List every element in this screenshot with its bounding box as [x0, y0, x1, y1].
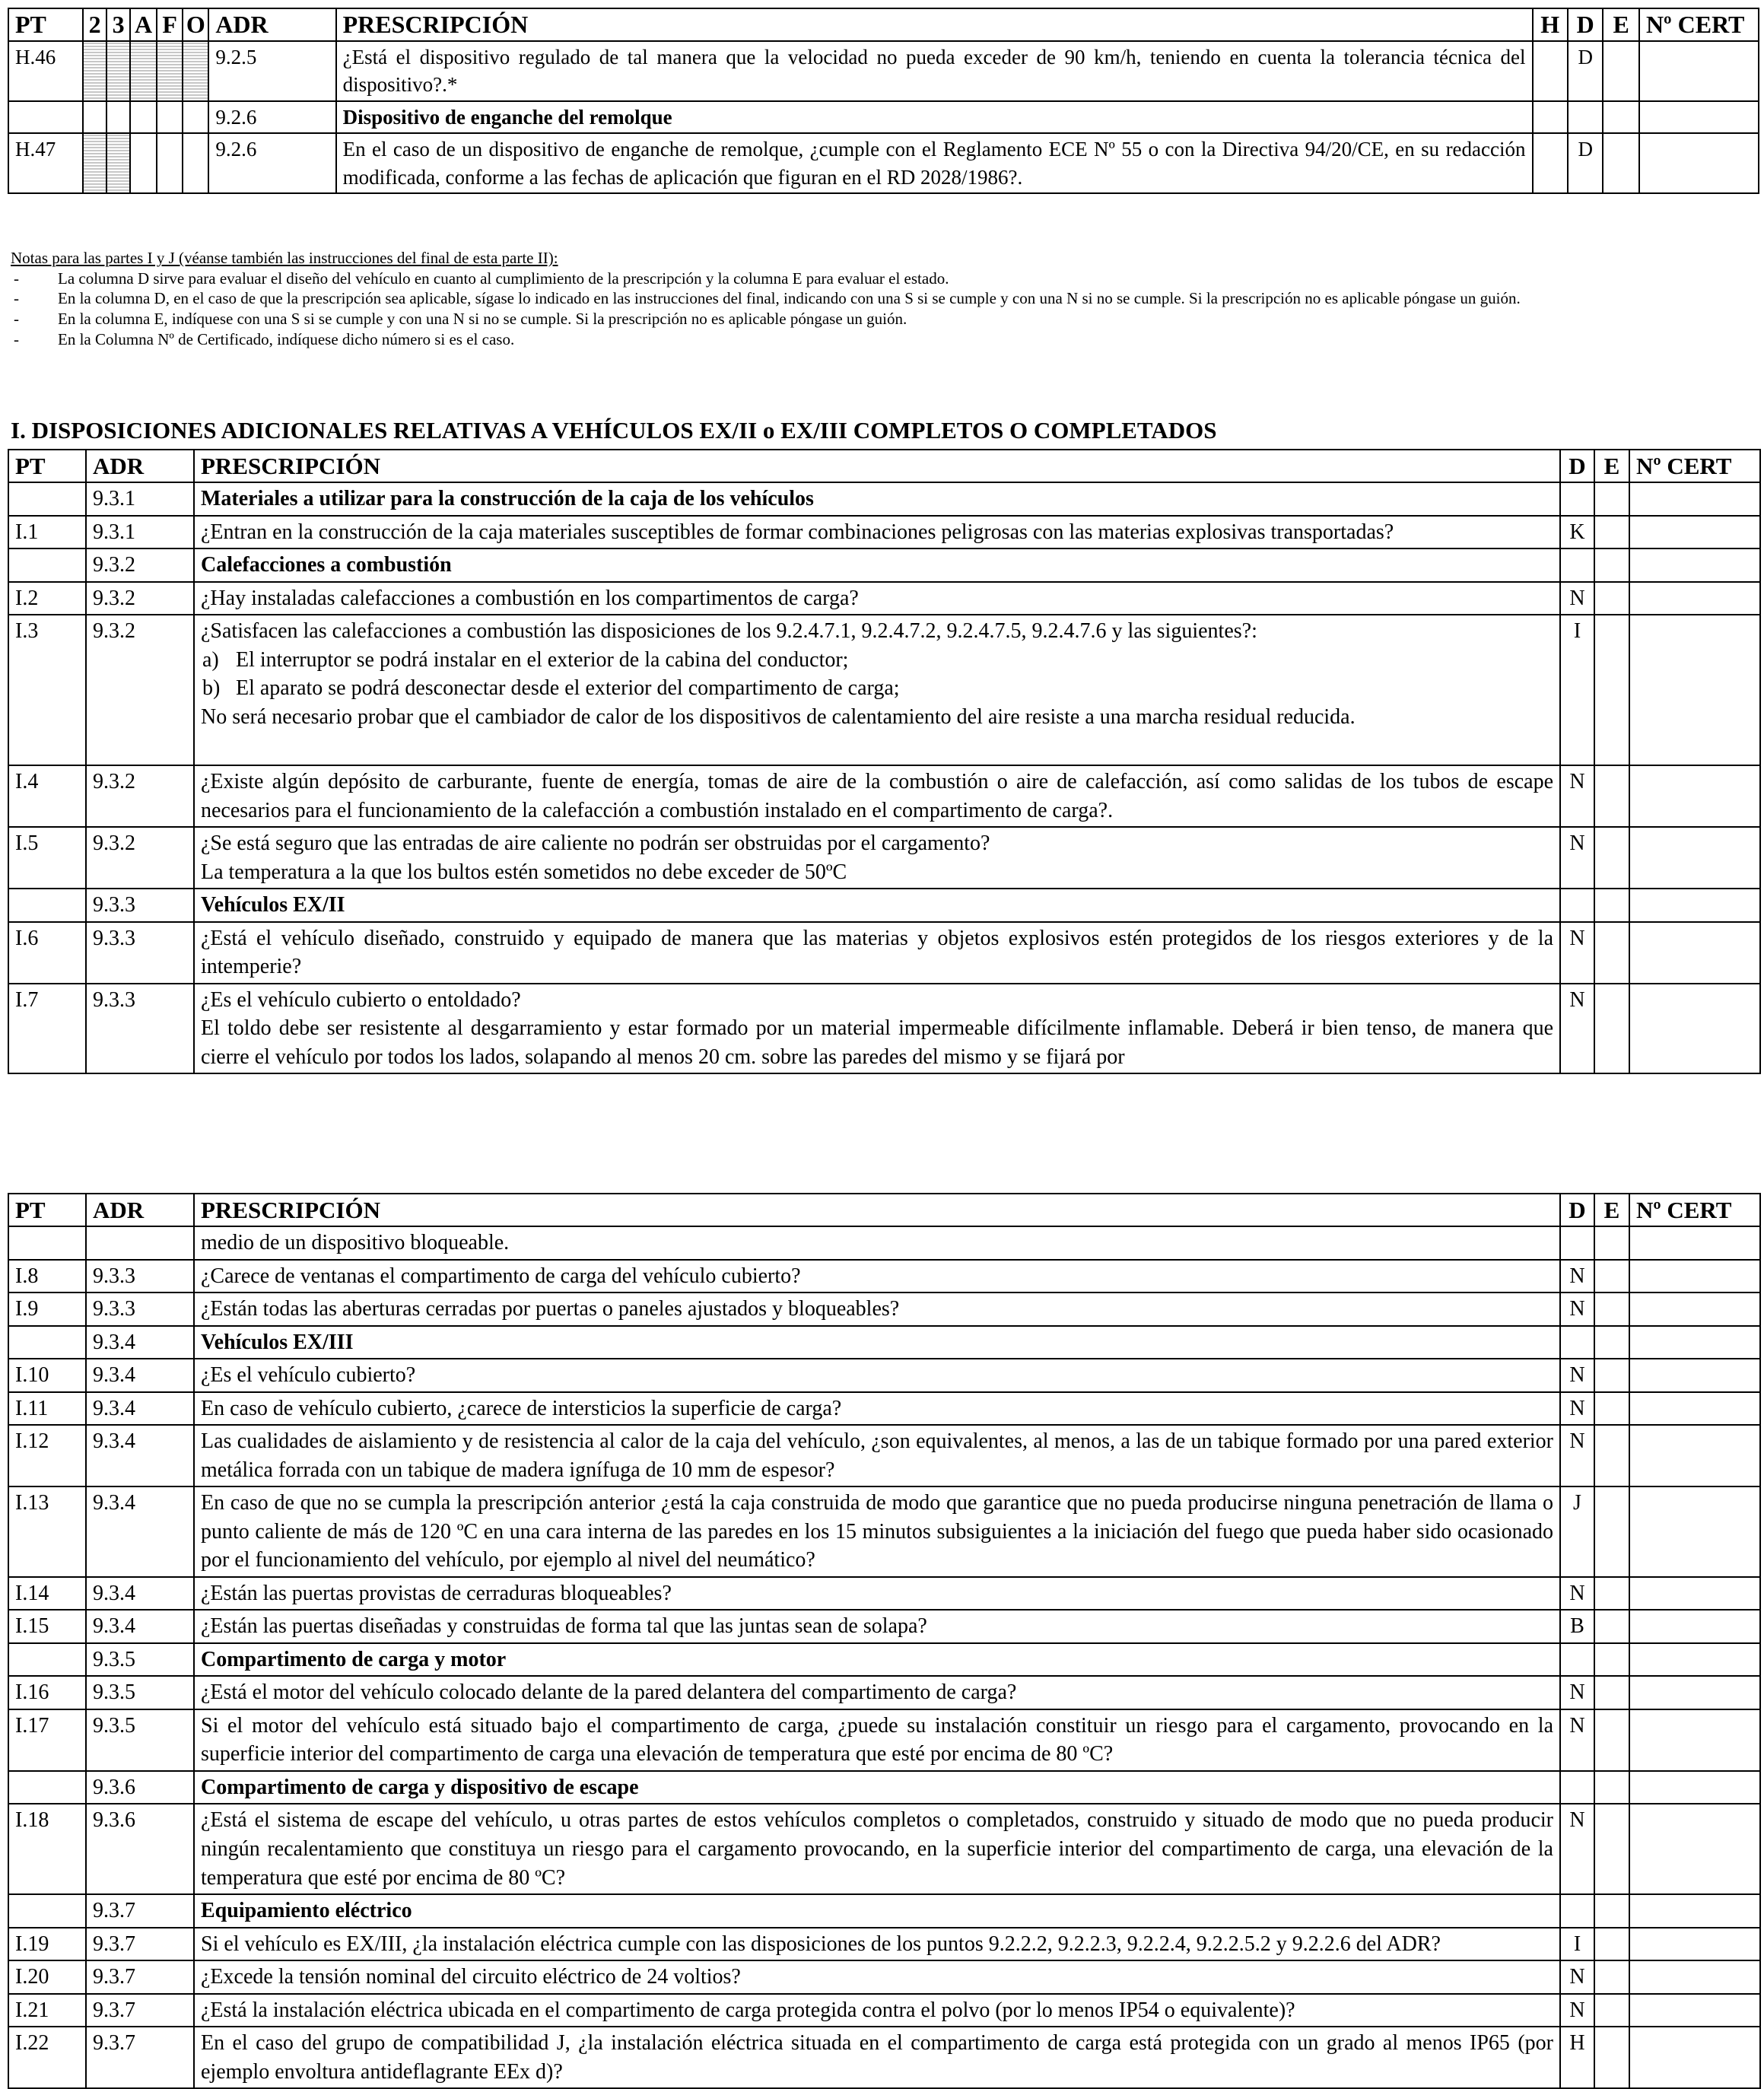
table-row — [8, 1226, 1760, 1260]
e-cell — [1594, 1486, 1629, 1577]
prescription-text: ¿Se está seguro que las entradas de aire caliente no podrán ser obstruidas por el cargamento? — [201, 831, 990, 856]
d-cell: N — [1560, 1260, 1594, 1293]
pt-cell: I.16 — [8, 1676, 86, 1709]
shaded-cell — [130, 41, 157, 101]
note-text: En la columna D, en el caso de que la prescripción sea aplicable, sígase lo indicado en las instrucciones del final, indicando con una S si se cumple y con una N si no se cumple. Si la prescripción no es aplicable póngase un guión. — [58, 289, 1521, 308]
col-header: 2 — [83, 8, 106, 41]
table-i-header — [8, 1194, 1760, 1226]
prescription-cell: En el caso de un dispositivo de enganche de remolque, ¿cumple con el Reglamento ECE Nº 55 o con la Directiva 94/20/CE, en su redacción modificada, conforme a las fechas de aplicación que figuran en el RD 2028/1986?. — [336, 133, 1533, 193]
e-cell — [1594, 1392, 1629, 1426]
subsection-heading: Dispositivo de enganche del remolque — [336, 101, 1533, 133]
table-row — [8, 1960, 1760, 1994]
pt-cell: I.22 — [8, 2027, 86, 2088]
pt-cell: I.21 — [8, 1994, 86, 2027]
adr-cell: 9.3.3 — [86, 984, 194, 1074]
adr-cell: 9.3.2 — [86, 615, 194, 765]
pt-cell — [8, 889, 86, 922]
empty-cell — [106, 101, 130, 133]
table-row — [8, 1804, 1760, 1894]
cert-cell — [1629, 2027, 1760, 2088]
pt-cell: I.14 — [8, 1577, 86, 1610]
d-cell: N — [1560, 922, 1594, 984]
prescription-cell: Las cualidades de aislamiento y de resistencia al calor de la caja del vehículo, ¿son equivalentes, al menos, a las de un tabique formado por una pared exterior metálica forrada con un tabique de madera ignífuga de 10 mm de espesor? — [194, 1425, 1560, 1486]
adr-cell: 9.3.5 — [86, 1709, 194, 1771]
cert-cell — [1629, 1359, 1760, 1392]
table-row — [8, 1610, 1760, 1643]
d-cell: N — [1560, 1359, 1594, 1392]
adr-cell: 9.3.6 — [86, 1771, 194, 1804]
prescription-note: El toldo debe ser resistente al desgarramiento y estar formado por un material impermeable difícilmente inflamable. Deberá ir bien tenso, de manera que cierre el vehículo por todos los lados, solapando al menos 20 cm. sobre las paredes del mismo y se fijará por — [201, 1016, 1553, 1069]
table-row — [8, 827, 1760, 889]
h-cell — [1533, 101, 1568, 133]
table-row — [8, 765, 1760, 827]
d-cell: N — [1560, 1425, 1594, 1486]
col-header: E — [1594, 1194, 1629, 1226]
pt-cell: I.19 — [8, 1928, 86, 1961]
d-cell — [1560, 482, 1594, 516]
subsection-heading: Compartimento de carga y dispositivo de escape — [194, 1771, 1560, 1804]
cert-cell — [1629, 1928, 1760, 1961]
pt-cell: I.5 — [8, 827, 86, 889]
adr-cell: 9.3.6 — [86, 1804, 194, 1894]
note-text: La columna D sirve para evaluar el diseño del vehículo en cuanto al cumplimiento de la prescripción y la columna E para evaluar el estado. — [58, 269, 949, 288]
cert-cell — [1629, 1293, 1760, 1326]
cert-cell — [1629, 582, 1760, 615]
table-row — [8, 1676, 1760, 1709]
prescription-cell: En caso de que no se cumpla la prescripción anterior ¿está la caja construida de modo que garantice que no pueda producirse ninguna penetración de llama o punto caliente de más de 120 ºC en una cara interna de las paredes en los 15 minutos subsiguientes a la iniciación del fuego que pueda haber sido ocasionado por el funcionamiento del vehículo, por ejemplo al nivel del neumático? — [194, 1486, 1560, 1577]
pt-cell: I.10 — [8, 1359, 86, 1392]
table-row — [8, 101, 1759, 133]
subsection-heading: Compartimento de carga y motor — [194, 1643, 1560, 1677]
adr-cell: 9.3.1 — [86, 482, 194, 516]
cert-cell — [1629, 1676, 1760, 1709]
prescription-cell: medio de un dispositivo bloqueable. — [194, 1226, 1560, 1260]
pt-cell: I.7 — [8, 984, 86, 1074]
e-cell — [1603, 41, 1639, 101]
cert-cell — [1629, 1960, 1760, 1994]
note-item: - La columna D sirve para evaluar el diseño del vehículo en cuanto al cumplimiento de la prescripción y la columna E para evaluar el estado. — [14, 269, 949, 288]
pt-cell: I.9 — [8, 1293, 86, 1326]
d-cell: N — [1560, 1577, 1594, 1610]
cert-cell — [1629, 1709, 1760, 1771]
e-cell — [1594, 984, 1629, 1074]
adr-cell: 9.3.4 — [86, 1359, 194, 1392]
pt-cell: I.17 — [8, 1709, 86, 1771]
col-header: PT — [8, 1194, 86, 1226]
col-header: ADR — [208, 8, 335, 41]
pt-cell: I.11 — [8, 1392, 86, 1426]
col-header: PRESCRIPCIÓN — [194, 1194, 1560, 1226]
empty-cell — [157, 101, 183, 133]
d-cell — [1568, 101, 1603, 133]
adr-cell: 9.3.4 — [86, 1326, 194, 1359]
e-cell — [1594, 922, 1629, 984]
adr-cell: 9.3.4 — [86, 1486, 194, 1577]
e-cell — [1594, 1960, 1629, 1994]
prescription-cell: ¿Están todas las aberturas cerradas por puertas o paneles ajustados y bloqueables? — [194, 1293, 1560, 1326]
e-cell — [1603, 133, 1639, 193]
e-cell — [1594, 582, 1629, 615]
cert-cell — [1629, 1260, 1760, 1293]
table-row — [8, 482, 1760, 516]
cert-cell — [1629, 1425, 1760, 1486]
prescription-cell: ¿Existe algún depósito de carburante, fuente de energía, tomas de aire de la combustión o aire de calefacción, así como salidas de los tubos de escape necesarios para el funcionamiento de la calefacción a combustión instalado en el compartimento de carga?. — [194, 765, 1560, 827]
d-cell: K — [1560, 516, 1594, 549]
cert-cell — [1629, 1804, 1760, 1894]
table-row — [8, 133, 1759, 193]
d-cell: N — [1560, 1960, 1594, 1994]
cert-cell — [1629, 1610, 1760, 1643]
e-cell — [1594, 548, 1629, 582]
e-cell — [1603, 101, 1639, 133]
adr-cell: 9.3.2 — [86, 582, 194, 615]
e-cell — [1594, 1894, 1629, 1928]
prescription-cell: ¿Hay instaladas calefacciones a combustión en los compartimentos de carga? — [194, 582, 1560, 615]
e-cell — [1594, 1326, 1629, 1359]
pt-cell: I.1 — [8, 516, 86, 549]
prescription-text: ¿Es el vehículo cubierto o entoldado? — [201, 987, 521, 1012]
table-i-header — [8, 450, 1760, 482]
e-cell — [1594, 827, 1629, 889]
pt-cell — [8, 101, 83, 133]
prescription-cell: ¿Están las puertas provistas de cerraduras bloqueables? — [194, 1577, 1560, 1610]
adr-cell: 9.3.2 — [86, 765, 194, 827]
cert-cell — [1629, 889, 1760, 922]
e-cell — [1594, 615, 1629, 765]
prescription-cell: ¿Está el dispositivo regulado de tal manera que la velocidad no pueda exceder de 90 km/h, teniendo en cuenta la tolerancia técnica del dispositivo?.* — [336, 41, 1533, 101]
table-i-part-1 — [8, 449, 1761, 1074]
d-cell: B — [1560, 1610, 1594, 1643]
e-cell — [1594, 1643, 1629, 1677]
cert-cell — [1629, 516, 1760, 549]
pt-cell — [8, 482, 86, 516]
cert-cell — [1629, 1486, 1760, 1577]
adr-cell: 9.3.7 — [86, 1994, 194, 2027]
d-cell: D — [1568, 133, 1603, 193]
table-row — [8, 582, 1760, 615]
adr-cell: 9.3.3 — [86, 1293, 194, 1326]
e-cell — [1594, 1610, 1629, 1643]
adr-cell: 9.3.5 — [86, 1676, 194, 1709]
d-cell — [1560, 1326, 1594, 1359]
h-cell — [1533, 41, 1568, 101]
col-header: D — [1560, 450, 1594, 482]
d-cell: J — [1560, 1486, 1594, 1577]
prescription-text: ¿Satisfacen las calefacciones a combustión las disposiciones de los 9.2.4.7.1, 9.2.4.7.2, 9.2.4.7.5, 9.2.4.7.6 y las siguientes?: — [201, 619, 1257, 644]
table-row — [8, 922, 1760, 984]
table-row — [8, 1994, 1760, 2027]
pt-cell: H.46 — [8, 41, 83, 101]
e-cell — [1594, 1226, 1629, 1260]
subsection-heading: Equipamiento eléctrico — [194, 1894, 1560, 1928]
adr-cell: 9.3.1 — [86, 516, 194, 549]
e-cell — [1594, 1771, 1629, 1804]
subsection-heading: Calefacciones a combustión — [194, 548, 1560, 582]
subsection-heading: Materiales a utilizar para la construcción de la caja de los vehículos — [194, 482, 1560, 516]
shaded-cell — [83, 133, 106, 193]
adr-cell: 9.2.6 — [208, 101, 335, 133]
prescription-cell: ¿Están las puertas diseñadas y construidas de forma tal que las juntas sean de solapa? — [194, 1610, 1560, 1643]
pt-cell: H.47 — [8, 133, 83, 193]
col-header: E — [1603, 8, 1639, 41]
col-header: O — [183, 8, 208, 41]
col-header: PRESCRIPCIÓN — [336, 8, 1533, 41]
table-row — [8, 1359, 1760, 1392]
d-cell — [1560, 1643, 1594, 1677]
col-header: D — [1560, 1194, 1594, 1226]
d-cell: N — [1560, 1293, 1594, 1326]
table-row — [8, 984, 1760, 1074]
cert-cell — [1629, 615, 1760, 765]
pt-cell: I.3 — [8, 615, 86, 765]
note-item: - En la Columna Nº de Certificado, indíquese dicho número si es el caso. — [14, 329, 515, 348]
table-row — [8, 1326, 1760, 1359]
cert-cell — [1629, 1643, 1760, 1677]
cert-cell — [1639, 133, 1759, 193]
table-i-part-2-body — [8, 1226, 1760, 2088]
d-cell — [1560, 548, 1594, 582]
d-cell: H — [1560, 2027, 1594, 2088]
table-row — [8, 1486, 1760, 1577]
adr-cell: 9.3.7 — [86, 2027, 194, 2088]
d-cell: N — [1560, 1676, 1594, 1709]
adr-cell: 9.3.4 — [86, 1392, 194, 1426]
cert-cell — [1629, 1577, 1760, 1610]
adr-cell: 9.3.7 — [86, 1928, 194, 1961]
table-row — [8, 1709, 1760, 1771]
table-row — [8, 1577, 1760, 1610]
subsection-heading: Vehículos EX/III — [194, 1326, 1560, 1359]
pt-cell: I.2 — [8, 582, 86, 615]
prescription-cell: ¿Está el sistema de escape del vehículo, u otras partes de estos vehículos completos o completados, construido y situado de modo que no pueda producir ningún recalentamiento que constituya un riesgo para el cargamento provocando, en la superficie interior del compartimento de carga, una elevación de la temperatura que esté por encima de 80 ºC? — [194, 1804, 1560, 1894]
e-cell — [1594, 1293, 1629, 1326]
cert-cell — [1629, 482, 1760, 516]
e-cell — [1594, 1928, 1629, 1961]
table-row — [8, 1928, 1760, 1961]
shaded-cell — [157, 41, 183, 101]
prescription-cell — [194, 615, 1560, 765]
note-text: En la Columna Nº de Certificado, indíquese dicho número si es el caso. — [58, 329, 515, 348]
note-item: - En la columna D, en el caso de que la prescripción sea aplicable, sígase lo indicado en las instrucciones del final, indicando con una S si se cumple y con una N si no se cumple. Si la prescripción no es aplicable póngase un guión. — [14, 289, 1521, 308]
empty-cell — [83, 101, 106, 133]
pt-cell — [8, 1771, 86, 1804]
sub-item-b: b) El aparato se podrá desconectar desde el exterior del compartimento de carga; — [202, 676, 900, 701]
empty-cell — [183, 133, 208, 193]
subsection-heading: Vehículos EX/II — [194, 889, 1560, 922]
adr-cell: 9.3.2 — [86, 827, 194, 889]
e-cell — [1594, 1425, 1629, 1486]
h-cell — [1533, 133, 1568, 193]
e-cell — [1594, 1676, 1629, 1709]
cert-cell — [1629, 548, 1760, 582]
table-row — [8, 41, 1759, 101]
d-cell: I — [1560, 1928, 1594, 1961]
cert-cell — [1639, 101, 1759, 133]
adr-cell: 9.3.4 — [86, 1577, 194, 1610]
d-cell: N — [1560, 582, 1594, 615]
col-header: Nº CERT — [1629, 450, 1760, 482]
d-cell — [1560, 1226, 1594, 1260]
d-cell: D — [1568, 41, 1603, 101]
pt-cell: I.13 — [8, 1486, 86, 1577]
pt-cell — [8, 1226, 86, 1260]
col-header: F — [157, 8, 183, 41]
d-cell: N — [1560, 827, 1594, 889]
prescription-note: No será necesario probar que el cambiador de calor de los dispositivos de calentamiento del aire resiste a una marcha residual reducida. — [201, 704, 1356, 729]
notes-title: Notas para las partes I y J (véanse también las instrucciones del final de esta parte II): — [11, 249, 558, 267]
cert-cell — [1629, 1226, 1760, 1260]
adr-cell: 9.3.7 — [86, 1960, 194, 1994]
adr-cell: 9.3.3 — [86, 922, 194, 984]
table-h — [8, 8, 1759, 194]
table-h-header — [8, 8, 1759, 41]
e-cell — [1594, 889, 1629, 922]
adr-cell: 9.3.2 — [86, 548, 194, 582]
d-cell: N — [1560, 984, 1594, 1074]
cert-cell — [1629, 1392, 1760, 1426]
empty-cell — [157, 133, 183, 193]
adr-cell: 9.3.3 — [86, 1260, 194, 1293]
prescription-cell: ¿Es el vehículo cubierto? — [194, 1359, 1560, 1392]
table-row — [8, 548, 1760, 582]
pt-cell — [8, 548, 86, 582]
d-cell: I — [1560, 615, 1594, 765]
d-cell: N — [1560, 1994, 1594, 2027]
table-row — [8, 2027, 1760, 2088]
pt-cell: I.6 — [8, 922, 86, 984]
pt-cell — [8, 1894, 86, 1928]
d-cell — [1560, 889, 1594, 922]
note-text: En la columna E, indíquese con una S si se cumple y con una N si no se cumple. Si la prescripción no es aplicable póngase un guión. — [58, 309, 907, 328]
table-row — [8, 1293, 1760, 1326]
prescription-cell — [194, 827, 1560, 889]
prescription-cell: Si el motor del vehículo está situado bajo el compartimento de carga, ¿puede su instalación constituir un riesgo para el cargamento, provocando en la superficie interior del compartimento de carga una elevación de temperatura que esté por encima de 80 ºC? — [194, 1709, 1560, 1771]
col-header: Nº CERT — [1639, 8, 1759, 41]
cert-cell — [1629, 1771, 1760, 1804]
col-header: PT — [8, 450, 86, 482]
e-cell — [1594, 2027, 1629, 2088]
table-i-part-2 — [8, 1193, 1761, 2089]
d-cell: N — [1560, 1804, 1594, 1894]
pt-cell: I.15 — [8, 1610, 86, 1643]
prescription-cell: ¿Carece de ventanas el compartimento de carga del vehículo cubierto? — [194, 1260, 1560, 1293]
cert-cell — [1629, 984, 1760, 1074]
e-cell — [1594, 1994, 1629, 2027]
pt-cell: I.8 — [8, 1260, 86, 1293]
prescription-note: La temperatura a la que los bultos estén sometidos no debe exceder de 50ºC — [201, 860, 847, 884]
col-header: Nº CERT — [1629, 1194, 1760, 1226]
pt-cell: I.12 — [8, 1425, 86, 1486]
shaded-cell — [106, 133, 130, 193]
e-cell — [1594, 765, 1629, 827]
cert-cell — [1639, 41, 1759, 101]
e-cell — [1594, 1804, 1629, 1894]
prescription-cell: ¿Excede la tensión nominal del circuito eléctrico de 24 voltios? — [194, 1960, 1560, 1994]
notes-block — [11, 248, 1753, 349]
col-header: PRESCRIPCIÓN — [194, 450, 1560, 482]
prescription-cell — [194, 984, 1560, 1074]
e-cell — [1594, 1359, 1629, 1392]
shaded-cell — [106, 41, 130, 101]
table-row — [8, 1643, 1760, 1677]
prescription-cell: ¿Entran en la construcción de la caja materiales susceptibles de formar combinaciones peligrosas con las materias explosivas transportadas? — [194, 516, 1560, 549]
col-header: ADR — [86, 1194, 194, 1226]
adr-cell: 9.3.4 — [86, 1610, 194, 1643]
table-row — [8, 1771, 1760, 1804]
table-row — [8, 889, 1760, 922]
empty-cell — [130, 133, 157, 193]
d-cell — [1560, 1771, 1594, 1804]
e-cell — [1594, 1577, 1629, 1610]
table-row — [8, 615, 1760, 765]
pt-cell: I.18 — [8, 1804, 86, 1894]
adr-cell: 9.3.4 — [86, 1425, 194, 1486]
empty-cell — [130, 101, 157, 133]
cert-cell — [1629, 1994, 1760, 2027]
cert-cell — [1629, 1894, 1760, 1928]
note-item: - En la columna E, indíquese con una S si se cumple y con una N si no se cumple. Si la prescripción no es aplicable póngase un guión. — [14, 309, 907, 328]
col-header: ADR — [86, 450, 194, 482]
e-cell — [1594, 1260, 1629, 1293]
adr-cell: 9.2.5 — [208, 41, 335, 101]
col-header: PT — [8, 8, 83, 41]
col-header: A — [130, 8, 157, 41]
shaded-cell — [83, 41, 106, 101]
prescription-cell: En el caso del grupo de compatibilidad J, ¿la instalación eléctrica situada en el compartimento de carga está protegida con un grado al menos IP65 (por ejemplo envoltura antideflagrante EEx d)? — [194, 2027, 1560, 2088]
table-row — [8, 1425, 1760, 1486]
col-header: E — [1594, 450, 1629, 482]
cert-cell — [1629, 827, 1760, 889]
adr-cell: 9.3.7 — [86, 1894, 194, 1928]
adr-cell — [86, 1226, 194, 1260]
prescription-cell: ¿Está el vehículo diseñado, construido y equipado de manera que las materias y objetos explosivos estén protegidos de los riesgos exteriores y de la intemperie? — [194, 922, 1560, 984]
empty-cell — [183, 101, 208, 133]
e-cell — [1594, 482, 1629, 516]
col-header: D — [1568, 8, 1603, 41]
table-row — [8, 1260, 1760, 1293]
section-title: I. DISPOSICIONES ADICIONALES RELATIVAS A VEHÍCULOS EX/II o EX/III COMPLETOS O COMPLETADOS — [11, 417, 1217, 444]
e-cell — [1594, 516, 1629, 549]
d-cell: N — [1560, 765, 1594, 827]
d-cell — [1560, 1894, 1594, 1928]
cert-cell — [1629, 922, 1760, 984]
table-row — [8, 1392, 1760, 1426]
sub-item-a: a) El interruptor se podrá instalar en el exterior de la cabina del conductor; — [202, 647, 849, 672]
table-row — [8, 1894, 1760, 1928]
shaded-cell — [183, 41, 208, 101]
e-cell — [1594, 1709, 1629, 1771]
cert-cell — [1629, 1326, 1760, 1359]
adr-cell: 9.3.3 — [86, 889, 194, 922]
d-cell: N — [1560, 1392, 1594, 1426]
col-header: H — [1533, 8, 1568, 41]
table-row — [8, 516, 1760, 549]
prescription-cell: ¿Está el motor del vehículo colocado delante de la pared delantera del compartimento de carga? — [194, 1676, 1560, 1709]
prescription-cell: ¿Está la instalación eléctrica ubicada en el compartimento de carga protegida contra el polvo (por lo menos IP54 o equivalente)? — [194, 1994, 1560, 2027]
d-cell: N — [1560, 1709, 1594, 1771]
cert-cell — [1629, 765, 1760, 827]
prescription-cell: En caso de vehículo cubierto, ¿carece de intersticios la superficie de carga? — [194, 1392, 1560, 1426]
pt-cell — [8, 1643, 86, 1677]
adr-cell: 9.3.5 — [86, 1643, 194, 1677]
pt-cell: I.4 — [8, 765, 86, 827]
pt-cell: I.20 — [8, 1960, 86, 1994]
pt-cell — [8, 1326, 86, 1359]
col-header: 3 — [106, 8, 130, 41]
adr-cell: 9.2.6 — [208, 133, 335, 193]
prescription-cell: Si el vehículo es EX/III, ¿la instalación eléctrica cumple con las disposiciones de los puntos 9.2.2.2, 9.2.2.3, 9.2.2.4, 9.2.2.5.2 y 9.2.2.6 del ADR? — [194, 1928, 1560, 1961]
